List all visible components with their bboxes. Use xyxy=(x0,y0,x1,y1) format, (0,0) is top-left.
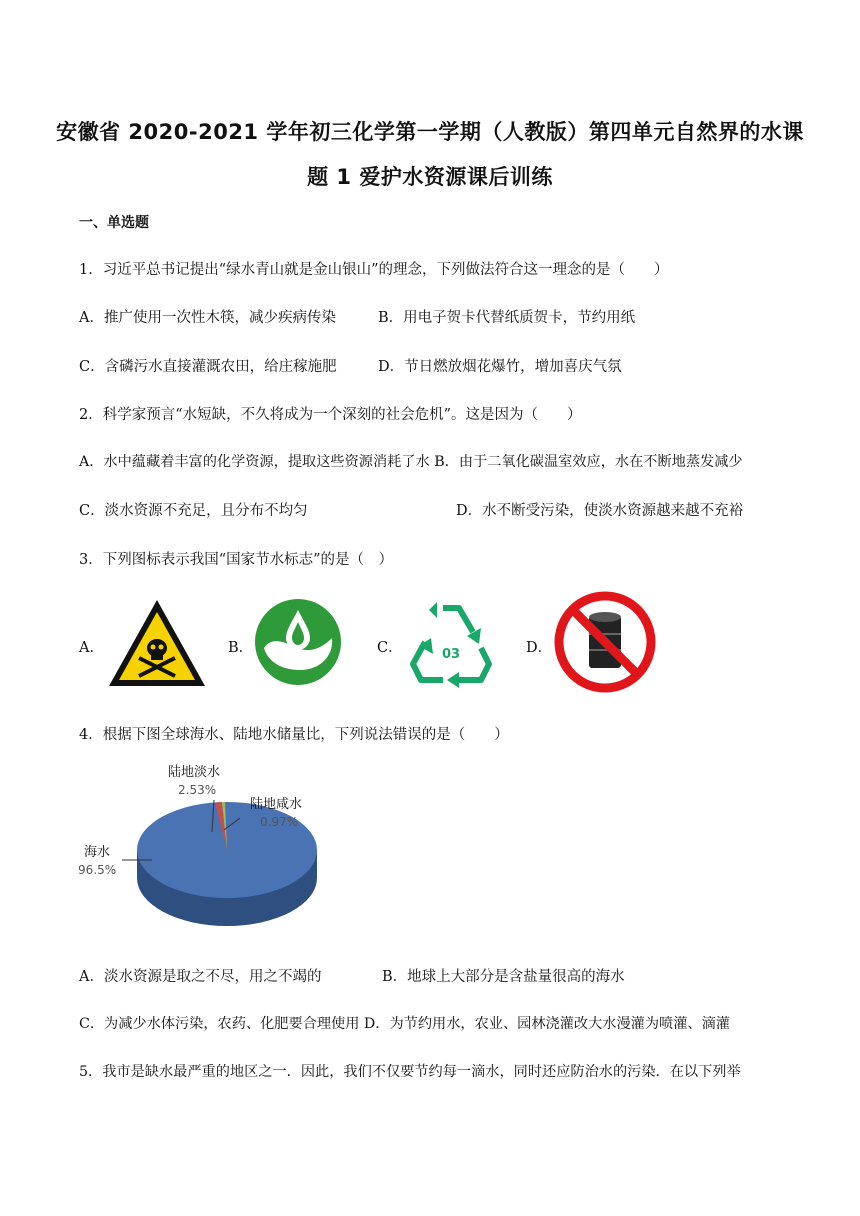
recycle-icon xyxy=(403,598,499,690)
q4-stem: 4．根据下图全球海水、陆地水储量比，下列说法错误的是（ ） xyxy=(79,727,509,743)
salt-water-value: 0.97% xyxy=(260,815,299,829)
page-title-line-2: 题 1 爱护水资源课后训练 xyxy=(307,165,553,189)
q2-option-ab: A．水中蕴藏着丰富的化学资源，提取这些资源消耗了水 B．由于二氧化碳温室效应，水在不断地蒸发减少 xyxy=(79,454,743,470)
sea-water-value: 96.5% xyxy=(78,863,117,877)
q3-label-d: D． xyxy=(526,640,553,656)
section-heading: 一、单选题 xyxy=(79,215,149,231)
q1-option-b: B．用电子贺卡代替纸质贺卡，节约用纸 xyxy=(378,310,636,326)
water-saving-icon xyxy=(254,598,342,686)
no-oil-barrel-icon xyxy=(553,590,657,694)
q4-option-a: A．淡水资源是取之不尽，用之不竭的 xyxy=(79,969,322,985)
recycle-code: 03 xyxy=(441,647,461,662)
fresh-water-label: 陆地淡水 xyxy=(168,765,221,780)
q2-stem: 2．科学家预言“水短缺，不久将成为一个深刻的社会危机”。这是因为（ ） xyxy=(79,407,582,423)
q1-option-d: D．节日燃放烟花爆竹，增加喜庆气氛 xyxy=(378,359,622,375)
q3-label-a: A． xyxy=(79,640,104,656)
toxic-warning-icon xyxy=(105,596,209,692)
q4-option-b: B．地球上大部分是含盐量很高的海水 xyxy=(382,969,625,985)
fresh-water-value: 2.53% xyxy=(178,783,217,797)
q2-option-c: C．淡水资源不充足，且分布不均匀 xyxy=(79,503,308,519)
salt-water-label: 陆地咸水 xyxy=(250,797,303,812)
q4-option-cd: C．为减少水体污染，农药、化肥要合理使用 D．为节约用水，农业、园林浇灌改大水漫灌为喷灌、滴灌 xyxy=(79,1016,730,1032)
q3-label-b: B． xyxy=(228,640,254,656)
q2-option-d: D．水不断受污染，使淡水资源越来越不充裕 xyxy=(456,503,744,519)
q1-option-a: A．推广使用一次性木筷，减少疾病传染 xyxy=(79,310,336,326)
sea-water-label: 海水 xyxy=(84,845,111,860)
q3-stem: 3．下列图标表示我国“国家节水标志”的是（ ） xyxy=(79,552,394,568)
q3-label-c: C． xyxy=(377,640,403,656)
q1-option-c: C．含磷污水直接灌溉农田，给庄稼施肥 xyxy=(79,359,337,375)
page-title-line-1: 安徽省 2020-2021 学年初三化学第一学期（人教版）第四单元自然界的水课 xyxy=(56,120,804,144)
q1-stem: 1．习近平总书记提出“绿水青山就是金山银山”的理念，下列做法符合这一理念的是（ ） xyxy=(79,262,669,278)
q5-stem: 5．我市是缺水最严重的地区之一．因此，我们不仅要节约每一滴水，同时还应防治水的污染．在以下列举 xyxy=(79,1064,741,1080)
water-distribution-pie-chart xyxy=(72,760,332,960)
